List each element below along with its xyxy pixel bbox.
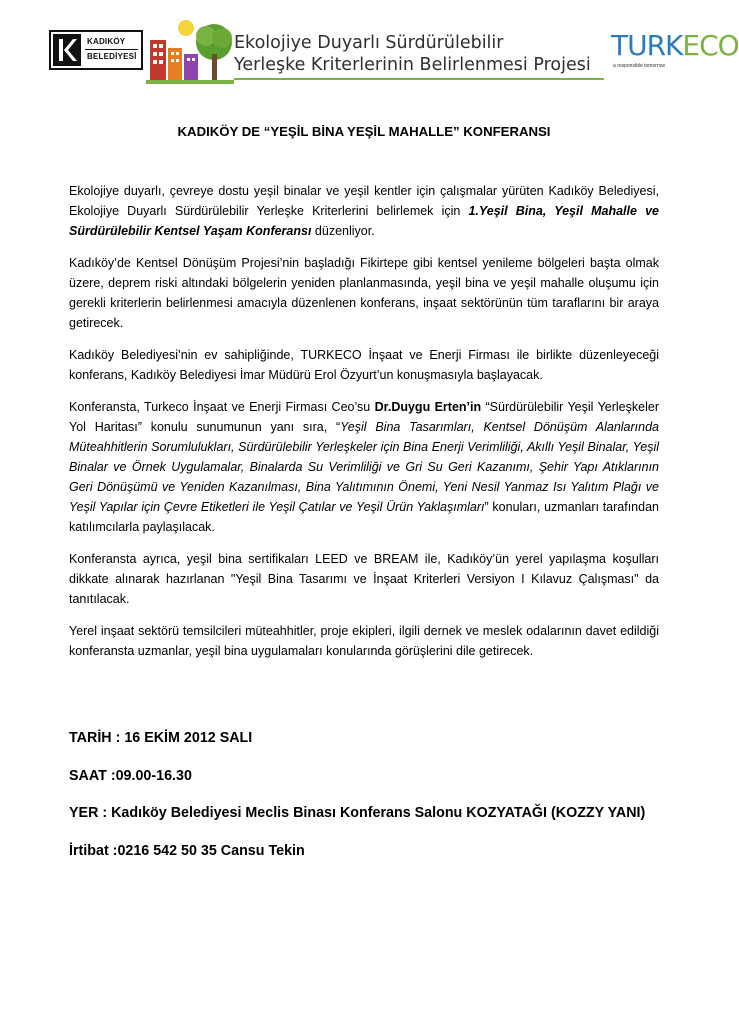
turkeco-tagline: a responsible tomorrow [613,63,665,69]
p4-topics: Yeşil Bina Tasarımları, Kentsel Dönüşüm Alanlarında Müteahhitlerin Sorumlulukları, Sürdürülebilir Yerleşkeler için Bina Enerji Verimliliği, Akıllı Yeşil Binalar, Yeşil Binalar ve Örnek Uygulamalar, Binalarda Su Verimliliği ve Gri Su Geri Kazanımı, Şehir Yapı Atıklarının Geri Dönüşümü ve Yeniden Kazanılması, Bina Yalıtımının Önemi, Yeni Nesil Yanmaz Isı Yalıtım Plağı ve Yeşil Yapılar için Çevre Etiketleri ile Yeşil Çatılar ve Yeşil Ürün Yaklaşımları [69,420,659,514]
k-logo-icon [53,34,81,66]
document-header [0,0,739,100]
p4-text-end: ” konuları, uzmanları tarafından katılımcılarla paylaşılacak. [69,500,659,534]
turkeco-brand: TURKECO [611,29,739,62]
belediyesi-logo-text: BELEDİYESİ [87,52,137,61]
paragraph-6: Yerel inşaat sektörü temsilcileri müteahhitler, proje ekipleri, ilgili dernek ve meslek odalarının davet edildiği konferansta uzmanlar, yeşil bina uygulamaları konularında görüşlerini dile getirecek. [69,624,659,658]
event-date: TARİH : 16 EKİM 2012 SALI [69,730,253,746]
event-time: SAAT :09.00-16.30 [69,767,192,784]
paragraph-2: Kadıköy’de Kentsel Dönüşüm Projesi’nin başladığı Fikirtepe gibi kentsel yenileme bölgeleri başta olmak üzere, deprem riski altındaki bölgelerin yeniden planlanmasında, yeşil bina ve yeşil mahalle oluşumu için gerekli kriterlerin belirlenmesi amacıyla düzenlenen konferans, inşaat sektörünün tüm taraflarını bir araya getirecek. [69,256,659,330]
p4-speaker: Dr.Duygu Erten’in [374,400,482,414]
logo-divider [85,49,138,50]
paragraph-4 [69,397,659,537]
paragraph-3: Kadıköy Belediyesi’nin ev sahipliğinde, TURKECO İnşaat ve Enerji Firması ile birlikte düzenleyeceği konferans, Kadıköy Belediyesi İmar Müdürü Erol Özyurt’un konuşmasıyla başlayacak. [69,348,659,382]
eco-city-illustration [146,14,234,86]
paragraph-5: Konferansta ayrıca, yeşil bina sertifikaları LEED ve BREAM ile, Kadıköy’ün yerel yapılaşma koşulları dikkate alınarak hazırlanan "Yeşil Bina Tasarımı ve İnşaat Kriterleri Versiyon I Kılavuz Çalışması" da tanıtılacak. [69,552,659,606]
event-contact: İrtibat :0216 542 50 35 Cansu Tekin [69,842,305,859]
p1-conference-name: 1.Yeşil Bina, Yeşil Mahalle ve Sürdürülebilir Kentsel Yaşam Konferansı [69,204,659,238]
event-place: YER : Kadıköy Belediyesi Meclis Binası Konferans Salonu KOZYATAĞI (KOZZY YANI) [69,805,646,821]
project-title-line1: Ekolojiye Duyarlı Sürdürülebilir [234,33,504,53]
paragraph-1 [69,181,659,241]
kadikoy-belediyesi-logo [49,30,143,70]
p1-text-end: düzenliyor. [311,224,375,238]
project-title-line2: Yerleşke Kriterlerinin Belirlenmesi Projesi [234,55,591,75]
header-underline [234,78,604,80]
turkeco-logo [611,29,739,70]
document-title: KADIKÖY DE “YEŞİL BİNA YEŞİL MAHALLE” KONFERANSI [177,124,551,139]
kadikoy-logo-text: KADIKÖY [87,37,126,46]
document-body [69,181,659,673]
p4-text-mid: “Sürdürülebilir Yeşil Yerleşkeler Yol Haritası” konulu sunumunun yanı sıra, “ [69,400,659,434]
p4-text: Konferansta, Turkeco İnşaat ve Enerji Firması Ceo’su [69,400,375,414]
project-title [234,32,591,76]
p1-text: Ekolojiye duyarlı, çevreye dostu yeşil binalar ve yeşil kentler için çalışmalar yürüten Kadıköy Belediyesi, Ekolojiye Duyarlı Sürdürülebilir Yerleşke Kriterlerini belirlemek için [69,184,659,218]
event-details [69,728,689,878]
